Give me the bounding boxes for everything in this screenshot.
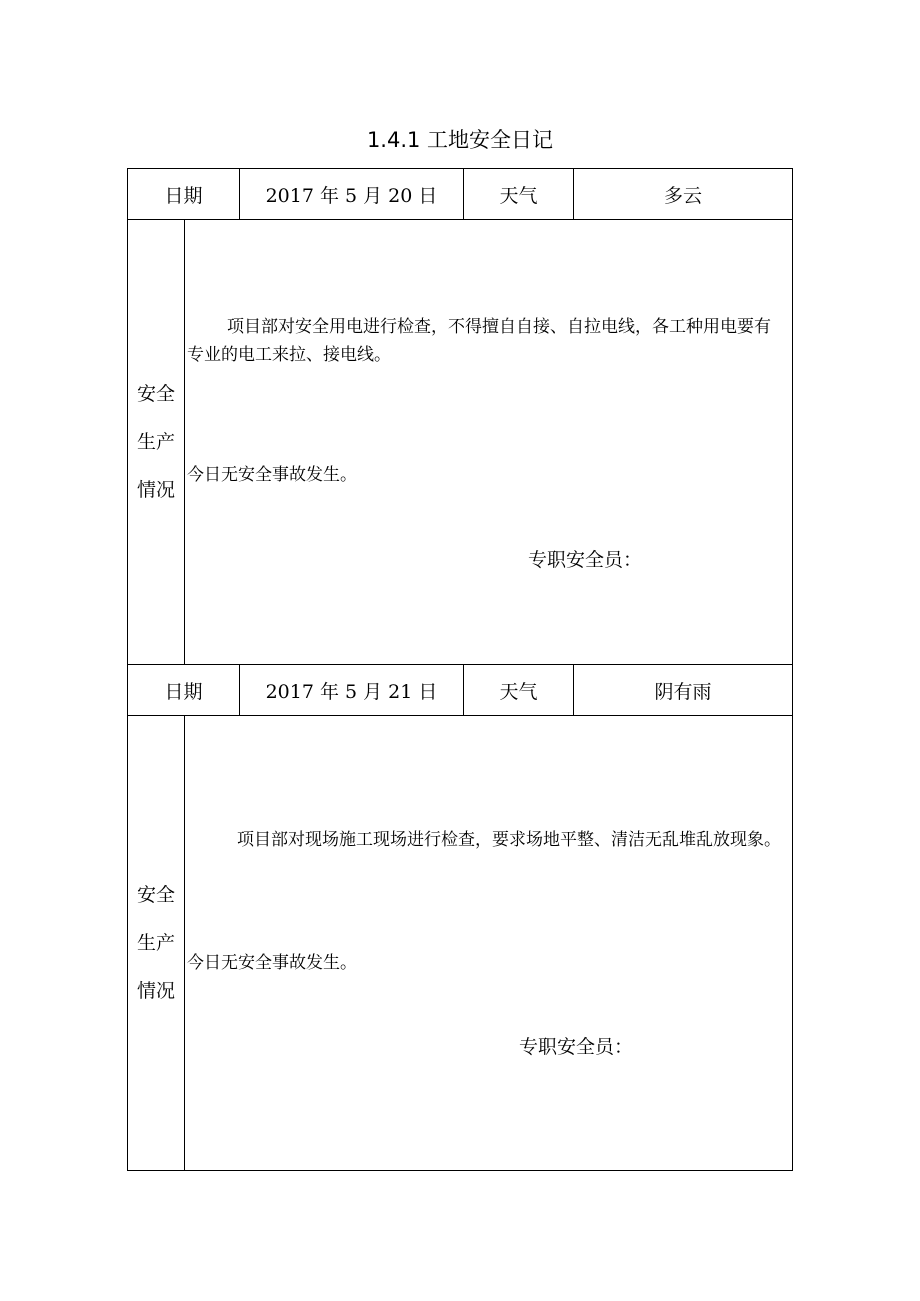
weather-label: 天气 — [464, 169, 574, 219]
side-label-line: 情况 — [136, 479, 175, 501]
safety-officer-label: 专职安全员： — [528, 549, 643, 571]
weather-value: 多云 — [663, 184, 702, 207]
entry-body-row — [128, 716, 792, 1170]
weather-label: 天气 — [464, 665, 574, 715]
date-value: 2017 年 5 月 20 日 — [240, 169, 464, 219]
inspection-paragraph — [187, 826, 787, 854]
safety-officer-label: 专职安全员： — [519, 1036, 634, 1058]
weather-value: 阴有雨 — [654, 680, 712, 703]
inspection-paragraph — [187, 313, 787, 369]
side-label-line: 安全 — [136, 884, 175, 906]
inspection-text: 项目部对现场施工现场进行检查，要求场地平整、清洁无乱堆乱放现象。 — [237, 830, 781, 850]
date-label: 日期 — [128, 665, 240, 715]
diary-entry — [127, 168, 793, 665]
entry-body-row — [128, 220, 792, 664]
document-title: 1.4.1 工地安全日记 — [366, 128, 554, 152]
date-value: 2017 年 5 月 21 日 — [240, 665, 464, 715]
no-accident-text: 今日无安全事故发生。 — [187, 465, 357, 485]
safety-production-label — [128, 716, 185, 1170]
side-label-line: 生产 — [136, 431, 175, 453]
side-label-line: 生产 — [136, 932, 175, 954]
inspection-text: 项目部对安全用电进行检查，不得擅自自接、自拉电线，各工种用电要有专业的电工来拉、接电线。 — [187, 317, 771, 365]
diary-entry — [127, 664, 793, 1171]
entry-header-row — [128, 665, 792, 716]
side-label-line: 安全 — [136, 383, 175, 405]
date-label: 日期 — [128, 169, 240, 219]
entry-header-row — [128, 169, 792, 220]
entry-content — [185, 716, 792, 1170]
no-accident-text: 今日无安全事故发生。 — [187, 953, 357, 973]
safety-production-label — [128, 220, 185, 664]
side-label-line: 情况 — [136, 980, 175, 1002]
entry-content — [185, 220, 792, 664]
